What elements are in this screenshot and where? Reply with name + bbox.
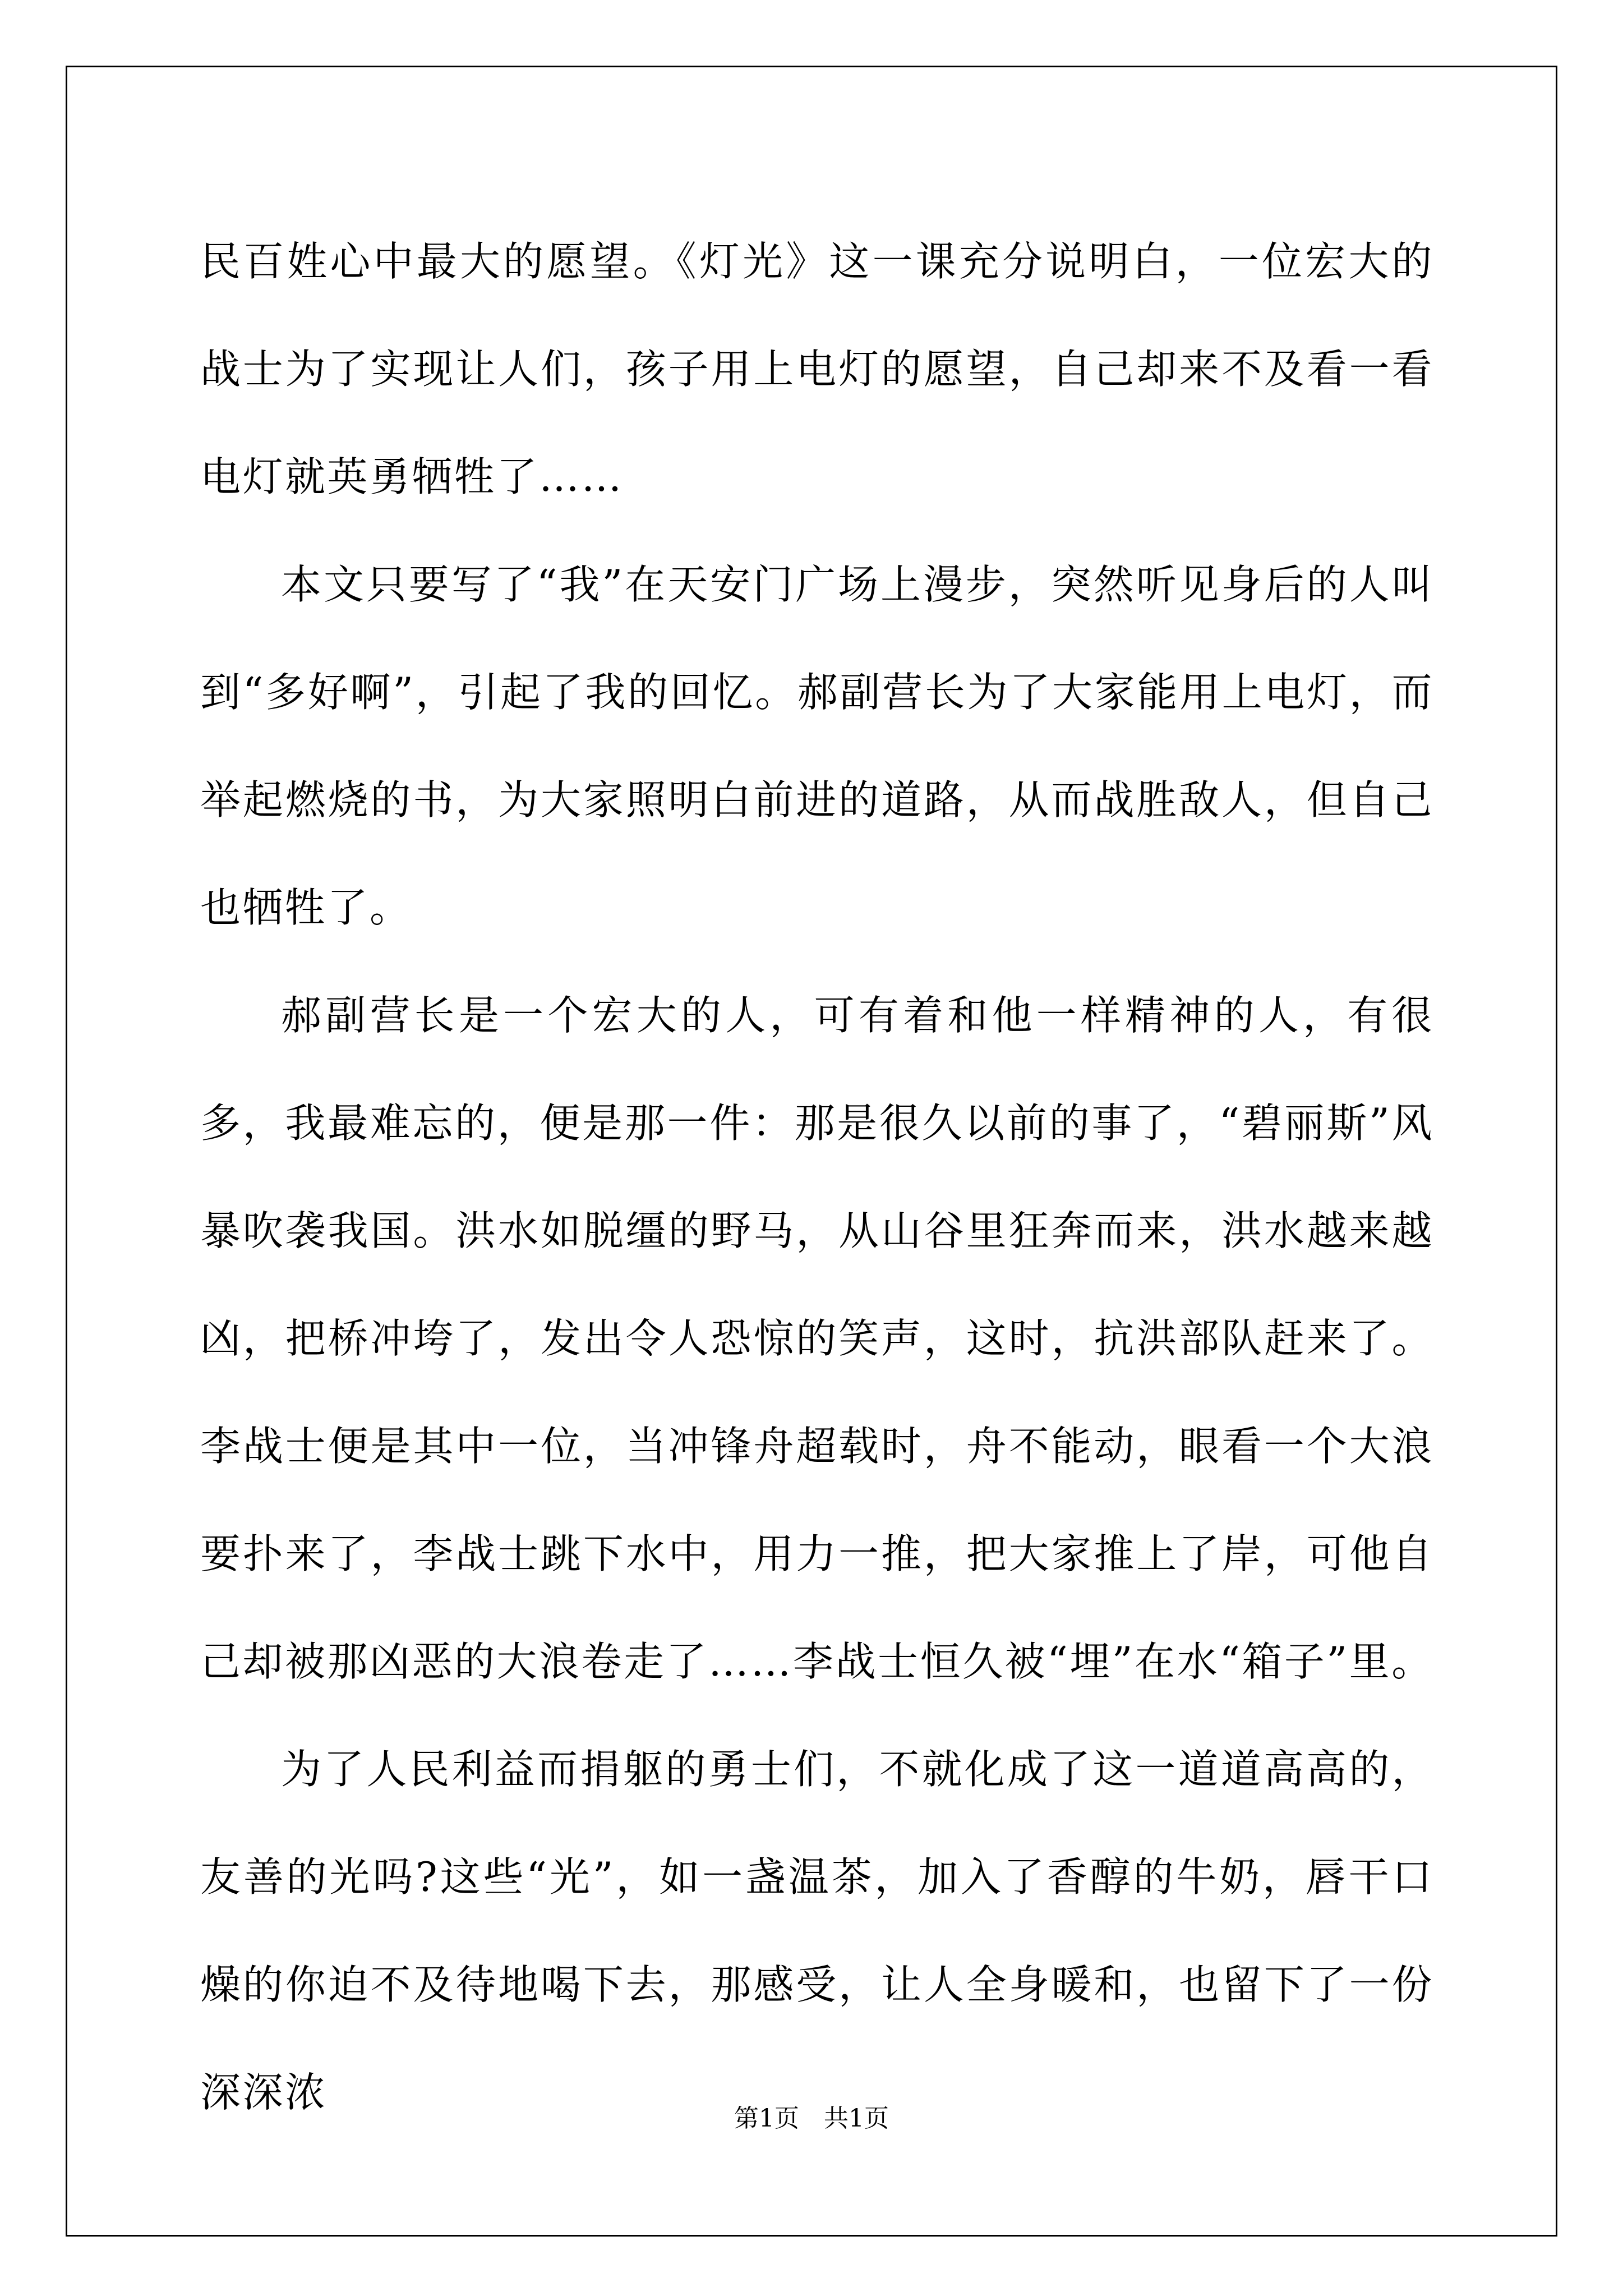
paragraph-1: 民百姓心中最大的愿望。《灯光》这一课充分说明白，一位宏大的战士为了实现让人们，孩子用上电灯的愿望，自己却来不及看一看电灯就英勇牺牲了…… [200, 238, 1434, 500]
page-number-current: 第1页 [734, 2104, 799, 2133]
document-body [200, 208, 1434, 2146]
paragraph-4: 为了人民利益而捐躯的勇士们，不就化成了这一道道高高的，友善的光吗?这些“光”，如一盏温茶，加入了香醇的牛奶，唇干口燥的你迫不及待地喝下去，那感受，让人全身暖和，也留下了一份深深浓 [200, 1746, 1434, 2116]
page-footer [0, 2098, 1623, 2134]
paragraph-2: 本文只要写了“我”在天安门广场上漫步，突然听见身后的人叫到“多好啊”，引起了我的回忆。郝副营长为了大家能用上电灯，而举起燃烧的书，为大家照明白前进的道路，从而战胜敌人，但自己也牺牲了。 [200, 561, 1434, 931]
paragraph-3: 郝副营长是一个宏大的人，可有着和他一样精神的人，有很多，我最难忘的，便是那一件：那是很久以前的事了，“碧丽斯”风暴吹袭我国。洪水如脱缰的野马，从山谷里狂奔而来，洪水越来越凶，把桥冲垮了，发出令人恐惊的笑声，这时，抗洪部队赶来了。李战士便是其中一位，当冲锋舟超载时，舟不能动，眼看一个大浪要扑来了，李战士跳下水中，用力一推，把大家推上了岸，可他自己却被那凶恶的大浪卷走了……李战士恒久被“埋”在水“箱子”里。 [200, 992, 1434, 1685]
page-number-total: 共1页 [824, 2104, 889, 2133]
